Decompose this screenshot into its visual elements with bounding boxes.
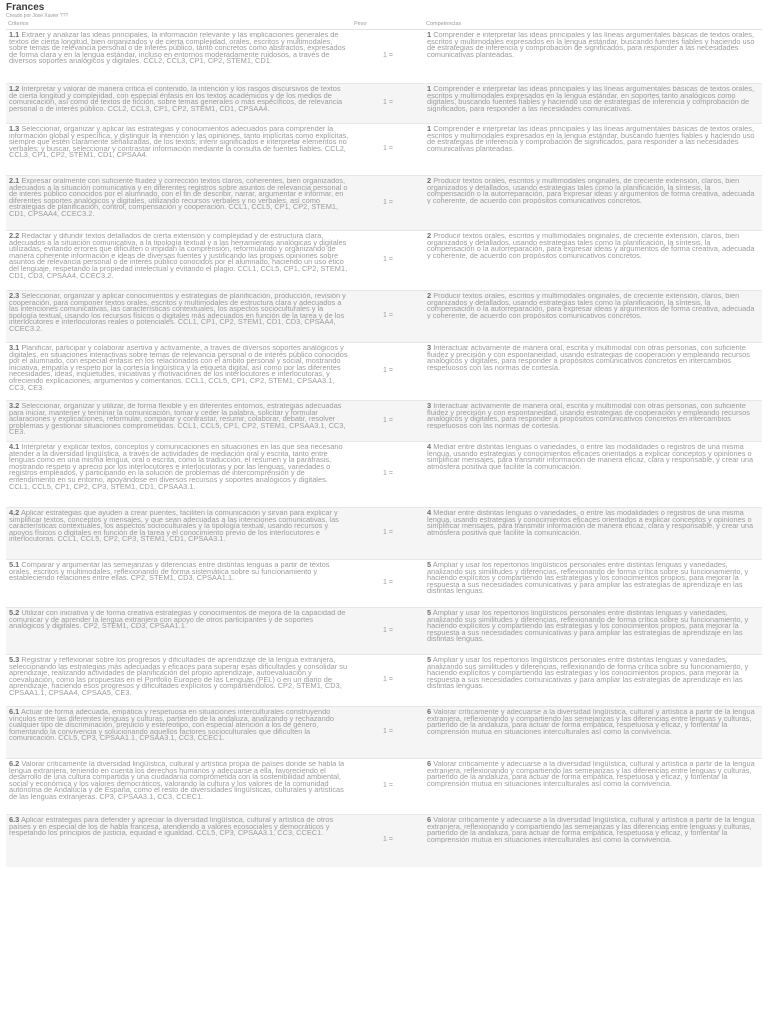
criterio-text: Interpretar y valorar de manera crítica el contenido, la intención y los rasgos discursivos de textos de cierta longitud y complejidad, con especial énfasis en los textos académicos y de los medios de comunicación, así como de textos de ficción, sobre temas generales o más específicos, de relevancia personal o de interés público. CCL2, CCL3, CP1, CP2, STEM1, CD1, CPSAA4. [9, 86, 343, 113]
competencia-cell [424, 124, 762, 176]
peso-cell: 1 = [352, 759, 424, 815]
competencia-text: Interactuar activamente de manera oral, escrita y multimodal con otras personas, con suficiente fluidez y precisión y con espontaneidad, usando estrategias de cooperación y empleando recursos analógicos y digitales, para responder a propósitos comunicativos concretos en intercambios respetuosos con las normas de cortesía. [427, 345, 750, 372]
peso-cell: 1 = [352, 442, 424, 508]
competencia-code: 3 [427, 403, 432, 410]
table-row [6, 124, 762, 176]
competencia-text: Comprender e interpretar las ideas principales y las líneas argumentales básicas de textos orales, escritos y multimodales expresados en la lengua estándar, buscando fuentes fiables y haciendo uso de estrategias de inferencia y comprobación de significados, para responder a las necesidades comunicativas planteadas. [427, 126, 755, 153]
criterio-cell [6, 124, 352, 176]
criterio-text: Actuar de forma adecuada, empática y respetuosa en situaciones interculturales construyendo vínculos entre las diferentes lenguas y culturas, partiendo de la andaluza, analizando y rechazando cualquier tipo de discriminación, prejuicio y estereotipo, con especial atención a los de género, fomentando la convivencia y solucionando aquellos factores socioculturales que dificulten la comunicación. CCL5, CP3, CPSAA1.1, CPSAA3.1, CC3, CCEC1. [9, 709, 334, 742]
column-header-competencias: Competencias [424, 19, 762, 30]
table-row [6, 176, 762, 231]
competencia-code: 2 [427, 233, 432, 240]
peso-cell: 1 = [352, 84, 424, 124]
criterio-cell [6, 442, 352, 508]
competencia-cell [424, 655, 762, 707]
criterio-cell [6, 655, 352, 707]
column-header-peso: Peso [352, 19, 424, 30]
competencia-code: 5 [427, 562, 432, 569]
criterio-code: 5.1 [9, 562, 20, 569]
criterio-cell [6, 560, 352, 608]
table-row [6, 343, 762, 401]
criterio-cell [6, 30, 352, 84]
table-row [6, 84, 762, 124]
competencia-cell [424, 84, 762, 124]
competencia-text: Valorar críticamente y adecuarse a la diversidad lingüística, cultural y artística a partir de la lengua extranjera, reflexionando y compartiendo las semejanzas y las diferencias entre lenguas y culturas, partiendo de la andaluza, para actuar de forma empática, respetuosa y eficaz, y fomentar la comprensión mutua en situaciones interculturales así como la convivencia. [427, 709, 755, 736]
criterio-code: 5.3 [9, 657, 20, 664]
competencia-code: 5 [427, 610, 432, 617]
competencia-cell [424, 176, 762, 231]
criterio-code: 3.2 [9, 403, 20, 410]
criterio-code: 6.1 [9, 709, 20, 716]
column-header-criterios: Criterios [6, 19, 352, 30]
criterio-cell [6, 608, 352, 655]
page-title: Frances [6, 2, 45, 13]
competencia-cell [424, 759, 762, 815]
competencia-code: 1 [427, 32, 432, 39]
competencia-text: Mediar entre distintas lenguas o variedades, o entre las modalidades o registros de una misma lengua, usando estrategias y conocimientos eficaces orientados a explicar conceptos y opiniones o simplificar mensajes, para transmitir información de manera eficaz, clara y responsable, y crear una atmósfera positiva que facilite la comunicación. [427, 510, 754, 537]
competencia-cell [424, 30, 762, 84]
criterio-text: Redactar y difundir textos detallados de cierta extensión y complejidad y de estructura clara, adecuados a la situación comunicativa, a la tipología textual y a las herramientas analógicas y digitales utilizadas, evitando errores que dificulten o impidan la comprensión, reformulando y organizando de manera coherente información e ideas de diversas fuentes y justificando las propias opiniones sobre asuntos de relevancia personal o de interés público conocidos por el alumnado, haciendo un uso ético del lenguaje, respetando la propiedad intelectual y evitando el plagio. CCL1, CCL5, CP1, CP2, STEM1, CD1, CD3, CPSAA4, CCEC3.2. [9, 233, 348, 280]
competencia-cell [424, 707, 762, 759]
peso-cell: 1 = [352, 30, 424, 84]
criterio-cell [6, 401, 352, 442]
table-row [6, 401, 762, 442]
criterio-text: Seleccionar, organizar y aplicar las estrategias y conocimientos adecuados para comprender la información global y específica, y distinguir la intención y las opiniones, tanto implícitas como explícitas, siempre que estén claramente señalizadas, de los textos; inferir significados e interpretar elementos no verbales; y buscar, seleccionar y contrastar información mediante la consulta de fuentes fiables. CCL2, CCL3, CP1, CP2, STEM1, CD1, CPSAA4. [9, 126, 349, 159]
table-row [6, 231, 762, 291]
competencia-cell [424, 343, 762, 401]
peso-cell: 1 = [352, 401, 424, 442]
competencia-text: Producir textos orales, escritos y multimodales originales, de creciente extensión, claros, bien organizados y detallados, usando estrategias tales como la planificación, la síntesis, la compensación o la autorreparación, para expresar ideas y argumentos de forma creativa, adecuada y coherente, de acuerdo con propósitos comunicativos concretos. [427, 178, 755, 205]
criterio-code: 3.1 [9, 345, 20, 352]
criterio-code: 1.1 [9, 32, 20, 39]
table-row [6, 608, 762, 655]
criterio-cell [6, 176, 352, 231]
table-body [6, 30, 762, 867]
criterio-text: Comparar y argumentar las semejanzas y diferencias entre distintas lenguas a partir de textos orales, escritos y multimodales, reflexionando de forma sistemática sobre su funcionamiento y estableciendo relaciones entre ellas. CP2, STEM1, CD3, CPSAA1.1. [9, 562, 330, 582]
table-row [6, 560, 762, 608]
peso-cell: 1 = [352, 291, 424, 343]
criterio-cell [6, 231, 352, 291]
criterio-cell [6, 707, 352, 759]
criterio-code: 2.2 [9, 233, 20, 240]
peso-cell: 1 = [352, 231, 424, 291]
competencia-code: 6 [427, 761, 432, 768]
criterio-text: Extraer y analizar las ideas principales, la información relevante y las implicaciones generales de textos de cierta longitud, bien organizados y de cierta complejidad, orales, escritos y multimodales, sobre temas de relevancia personal o de interés público, tanto concretos como abstractos, expresados de forma clara y en la lengua estándar, incluso en entornos moderadamente ruidosos, a través de diversos soportes analógicos y digitales. CCL2, CCL3, CP1, CP2, STEM1, CD1. [9, 32, 346, 65]
peso-cell: 1 = [352, 124, 424, 176]
criterio-text: Aplicar estrategias que ayuden a crear puentes, faciliten la comunicación y sirvan para explicar y simplificar textos, conceptos y mensajes, y que sean adecuadas a las intenciones comunicativas, las características contextuales, los aspectos socioculturales y la tipología textual, usando recursos y apoyos físicos o digitales en función de la tarea y el conocimiento previo de los interlocutores e interlocutoras. CCL1, CCL5, CP2, CP3, STEM1, CD1, CPSAA3.1. [9, 510, 339, 543]
peso-cell: 1 = [352, 343, 424, 401]
competencia-cell [424, 442, 762, 508]
competencia-text: Interactuar activamente de manera oral, escrita y multimodal con otras personas, con suficiente fluidez y precisión y con espontaneidad, usando estrategias de cooperación y empleando recursos analógicos y digitales, para responder a propósitos comunicativos concretos en intercambios respetuosos con las normas de cortesía. [427, 403, 750, 430]
competencia-code: 6 [427, 817, 432, 824]
criterio-text: Interpretar y explicar textos, conceptos y comunicaciones en situaciones en las que sea necesario atender a la diversidad lingüística, a través de actividades de mediación oral y escrita, tanto entre lenguas como en una misma lengua, oral o escrita, como la traducción, el resumen y la paráfrasis, mostrando respeto y aprecio por los interlocutores e interlocutoras y por las lenguas, variedades o registros empleados, y participando en la solución de problemas de intercomprensión y de entendimiento en su entorno, apoyándose en diversos recursos y soportes analógicos y digitales. CCL1, CCL5, CP1, CP2, CP3, STEM1, CD1, CPSAA3.1. [9, 444, 343, 491]
criterio-code: 1.2 [9, 86, 20, 93]
competencia-code: 3 [427, 345, 432, 352]
competencia-cell [424, 560, 762, 608]
competencia-cell [424, 231, 762, 291]
competencia-cell [424, 401, 762, 442]
peso-cell: 1 = [352, 608, 424, 655]
criterio-code: 5.2 [9, 610, 20, 617]
competencia-code: 1 [427, 86, 432, 93]
competencia-text: Ampliar y usar los repertorios lingüísticos personales entre distintas lenguas y variedades, analizando sus similitudes y diferencias, reflexionando de forma crítica sobre su funcionamiento, y haciendo explícitos y compartiendo las estrategias y los conocimientos propios, para mejorar la respuesta a sus necesidades comunicativas y para ampliar las estrategias de aprendizaje en las distintas lenguas. [427, 610, 749, 643]
criterio-code: 6.2 [9, 761, 20, 768]
criterio-code: 2.1 [9, 178, 20, 185]
competencia-text: Mediar entre distintas lenguas o variedades, o entre las modalidades o registros de una misma lengua, usando estrategias y conocimientos eficaces orientados a explicar conceptos y opiniones o simplificar mensajes, para transmitir información de manera eficaz, clara y responsable, y crear una atmósfera positiva que facilite la comunicación. [427, 444, 754, 471]
criterio-text: Utilizar con iniciativa y de forma creativa estrategias y conocimientos de mejora de la capacidad de comunicar y de aprender la lengua extranjera con apoyo de otros participantes y de soportes analógicos y digitales. CP2, STEM1, CD3, CPSAA1.1. [9, 610, 346, 630]
competencia-code: 4 [427, 444, 432, 451]
criterio-text: Valorar críticamente la diversidad lingüística, cultural y artística propia de países donde se habla la lengua extranjera, teniendo en cuenta los derechos humanos y adecuarse a ella, favoreciendo el desarrollo de una cultura compartida y una ciudadanía comprometida con la sostenibilidad ambiental, social y económica y los valores democráticos, valorando la cultura y los valores de la comunidad autónoma de Andalucía y de España, como el resto de diversidades lingüísticas, culturales y artísticas de las lenguas extranjeras. CP3, CPSAA3.1, CC3, CCEC1. [9, 761, 345, 801]
criterio-cell [6, 343, 352, 401]
criterio-text: Seleccionar, organizar y utilizar, de forma flexible y en diferentes entornos, estrategias adecuadas para iniciar, mantener y terminar la comunicación, tomar y ceder la palabra, solicitar y formular aclaraciones y explicaciones, reformular, comparar y contrastar, resumir, colaborar, debatir, resolver problemas y gestionar situaciones comprometidas. CCL1, CCL5, CP1, CP2, STEM1, CPSAA3.1, CC3, CE3. [9, 403, 346, 436]
criterio-cell [6, 508, 352, 560]
criterio-text: Planificar, participar y colaborar asertiva y activamente, a través de diversos soportes analógicos y digitales, en situaciones interactivas sobre temas de relevancia personal o de interés público conocidos por el alumnado, con especial énfasis en los relacionados con el ámbito personal y social, mostrando iniciativa, empatía y respeto por la cortesía lingüística y la etiqueta digital, así como por las diferentes necesidades, ideas, inquietudes, iniciativas y motivaciones de los interlocutores e interlocutoras, y ofreciendo explicaciones, argumentos y comentarios. CCL1, CCL5, CP1, CP2, STEM1, CPSAA3.1, CC3, CE3. [9, 345, 348, 392]
competencia-text: Producir textos orales, escritos y multimodales originales, de creciente extensión, claros, bien organizados y detallados, usando estrategias tales como la planificación, la síntesis, la compensación o la autorreparación, para expresar ideas y argumentos de forma creativa, adecuada y coherente, de acuerdo con propósitos comunicativos concretos. [427, 233, 755, 260]
table-header-row [6, 19, 762, 30]
peso-cell: 1 = [352, 508, 424, 560]
peso-cell: 1 = [352, 176, 424, 231]
criterio-code: 1.3 [9, 126, 20, 133]
criterio-text: Aplicar estrategias para defender y apreciar la diversidad lingüística, cultural y artística de otros países y en especial de los de habla francesa, atendiendo a valores ecosociales y democráticos y respetando los principios de justicia, equidad e igualdad. CCL5, CP3, CPSAA3.1, CC3, CCEC1. [9, 817, 334, 837]
table-row [6, 508, 762, 560]
competencia-cell [424, 608, 762, 655]
page-subtitle: Creado por José Xavier ??? [6, 13, 69, 19]
peso-cell: 1 = [352, 815, 424, 867]
competencia-code: 2 [427, 178, 432, 185]
criterio-code: 4.1 [9, 444, 20, 451]
competencia-text: Ampliar y usar los repertorios lingüísticos personales entre distintas lenguas y variedades, analizando sus similitudes y diferencias, reflexionando de forma crítica sobre su funcionamiento, y haciendo explícitos y compartiendo las estrategias y los conocimientos propios, para mejorar la respuesta a sus necesidades comunicativas y para ampliar las estrategias de aprendizaje en las distintas lenguas. [427, 562, 749, 595]
criterio-code: 4.2 [9, 510, 20, 517]
criterio-code: 2.3 [9, 293, 20, 300]
criterio-text: Expresar oralmente con suficiente fluidez y corrección textos claros, coherentes, bien organizados, adecuados a la situación comunicativa y en diferentes registros sobre asuntos de relevancia personal o de interés público conocidos por el alumnado, con el fin de describir, narrar, argumentar e informar, en diferentes soportes analógicos y digitales, utilizando recursos verbales y no verbales, así como estrategias de planificación, control, compensación y cooperación. CCL1, CCL5, CP1, CP2, STEM1, CD1, CPSAA4, CCEC3.2. [9, 178, 348, 218]
competencia-text: Producir textos orales, escritos y multimodales originales, de creciente extensión, claros, bien organizados y detallados, usando estrategias tales como la planificación, la síntesis, la compensación o la autorreparación, para expresar ideas y argumentos de forma creativa, adecuada y coherente, de acuerdo con propósitos comunicativos concretos. [427, 293, 755, 320]
criterio-cell [6, 815, 352, 867]
criterio-text: Seleccionar, organizar y aplicar conocimientos y estrategias de planificación, producción, revisión y cooperación, para componer textos orales, escritos y multimodales de estructura clara y adecuados a las intenciones comunicativas, las características contextuales, los aspectos socioculturales y la tipología textual, usando los recursos físicos o digitales más adecuados en función de la tarea y de los interlocutores e interlocutoras reales o potenciales. CCL1, CP1, CP2, STEM1, CD1, CD3, CPSAA4, CCEC3.2. [9, 293, 346, 333]
table-row [6, 442, 762, 508]
competencia-code: 5 [427, 657, 432, 664]
table-row [6, 815, 762, 867]
competencia-text: Valorar críticamente y adecuarse a la diversidad lingüística, cultural y artística a partir de la lengua extranjera, reflexionando y compartiendo las semejanzas y las diferencias entre lenguas y culturas, partiendo de la andaluza, para actuar de forma empática, respetuosa y eficaz, y fomentar la comprensión mutua en situaciones interculturales así como la convivencia. [427, 817, 755, 844]
competencia-text: Valorar críticamente y adecuarse a la diversidad lingüística, cultural y artística a partir de la lengua extranjera, reflexionando y compartiendo las semejanzas y las diferencias entre lenguas y culturas, partiendo de la andaluza, para actuar de forma empática, respetuosa y eficaz, y fomentar la comprensión mutua en situaciones interculturales así como la convivencia. [427, 761, 755, 788]
competencia-text: Comprender e interpretar las ideas principales y las líneas argumentales básicas de textos orales, escritos y multimodales expresados en la lengua estándar, en soportes tanto analógicos como digitales, buscando fuentes fiables y haciendo uso de estrategias de inferencia y comprobación de significados, para responder a las necesidades comunicativas. [427, 86, 755, 113]
competencia-code: 2 [427, 293, 432, 300]
competencia-code: 6 [427, 709, 432, 716]
competencia-text: Ampliar y usar los repertorios lingüísticos personales entre distintas lenguas y variedades, analizando sus similitudes y diferencias, reflexionando de forma crítica sobre su funcionamiento, y haciendo explícitos y compartiendo las estrategias y los conocimientos propios, para mejorar la respuesta a sus necesidades comunicativas y para ampliar las estrategias de aprendizaje en las distintas lenguas. [427, 657, 749, 690]
competencia-text: Comprender e interpretar las ideas principales y las líneas argumentales básicas de textos orales, escritos y multimodales expresados en la lengua estándar, buscando fuentes fiables y haciendo uso de estrategias de inferencia y comprobación de significados, para responder a las necesidades comunicativas planteadas. [427, 32, 755, 59]
criterio-code: 6.3 [9, 817, 20, 824]
peso-cell: 1 = [352, 560, 424, 608]
criterio-cell [6, 759, 352, 815]
table-row [6, 759, 762, 815]
table-row [6, 30, 762, 84]
table-row [6, 655, 762, 707]
criteria-table [6, 19, 762, 867]
criterio-cell [6, 291, 352, 343]
criterio-text: Registrar y reflexionar sobre los progresos y dificultades de aprendizaje de la lengua extranjera, seleccionando las estrategias más adecuadas y eficaces para superar esas dificultades y consolidar su aprendizaje, realizando actividades de planificación del propio aprendizaje, autoevaluación y coevaluación, como las propuestas en el Portfolio Europeo de las Lenguas (PEL) o en un diario de aprendizaje, haciendo esos progresos y dificultades explícitos y compartiéndolos. CP2, STEM1, CD3, CPSAA1.1, CPSAA4, CPSAA5, CE3. [9, 657, 348, 697]
competencia-code: 1 [427, 126, 432, 133]
criterio-cell [6, 84, 352, 124]
competencia-cell [424, 508, 762, 560]
competencia-cell [424, 291, 762, 343]
table-row [6, 707, 762, 759]
competencia-code: 4 [427, 510, 432, 517]
peso-cell: 1 = [352, 655, 424, 707]
table-row [6, 291, 762, 343]
peso-cell: 1 = [352, 707, 424, 759]
competencia-cell [424, 815, 762, 867]
